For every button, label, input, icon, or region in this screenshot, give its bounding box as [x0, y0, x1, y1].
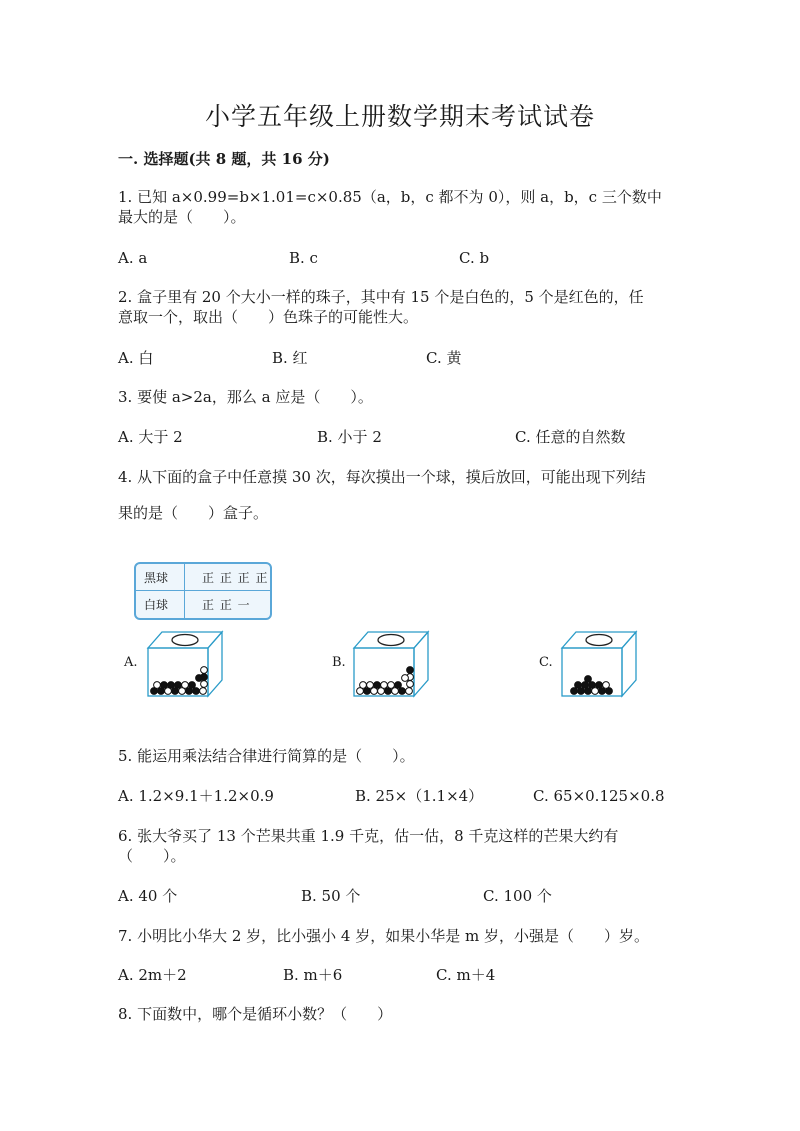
question-text: 最大的是（ ）。 — [118, 208, 246, 226]
question-4 — [118, 467, 688, 523]
option-b: B. m＋6 — [283, 966, 343, 984]
black-ball-tally: 正 正 正 正 — [202, 571, 269, 585]
option-a: A. 大于 2 — [118, 428, 183, 446]
option-a: A. 1.2×9.1＋1.2×0.9 — [118, 787, 274, 805]
option-b: B. 50 个 — [301, 887, 361, 905]
question-text: 4. 从下面的盒子中任意摸 30 次，每次摸出一个球，摸后放回，可能出现下列结 — [118, 468, 646, 486]
white-ball-label: 白球 — [144, 598, 169, 612]
option-a: A. 40 个 — [118, 887, 178, 905]
box-label-c: C. — [539, 655, 553, 670]
ball-box-a — [144, 628, 224, 700]
tally-row-black — [136, 564, 270, 591]
question-text: 3. 要使 a>2a，那么 a 应是（ ）。 — [118, 388, 373, 406]
option-b: B. 红 — [272, 349, 308, 367]
tally-table — [134, 562, 272, 620]
black-ball-label: 黑球 — [144, 571, 169, 585]
option-c: C. 65×0.125×0.8 — [533, 787, 665, 805]
question-text: 7. 小明比小华大 2 岁，比小强小 4 岁，如果小华是 m 岁，小强是（ ）岁。 — [118, 927, 650, 945]
option-c: C. 100 个 — [483, 887, 552, 905]
question-text: 果的是（ ）盒子。 — [118, 504, 269, 522]
question-7 — [118, 926, 688, 946]
question-text: 意取一个，取出（ ）色珠子的可能性大。 — [118, 308, 419, 326]
white-ball-tally: 正 正 一 — [202, 598, 251, 612]
option-a: A. a — [118, 249, 148, 267]
option-c: C. 任意的自然数 — [515, 428, 626, 446]
ball-box-c — [558, 628, 638, 700]
ball-box-b — [350, 628, 430, 700]
question-1 — [118, 187, 688, 227]
question-text: 6. 张大爷买了 13 个芒果共重 1.9 千克，估一估，8 千克这样的芒果大约有 — [118, 827, 619, 845]
option-c: C. m＋4 — [436, 966, 496, 984]
question-2 — [118, 287, 688, 327]
option-b: B. 小于 2 — [317, 428, 382, 446]
question-text: 5. 能运用乘法结合律进行简算的是（ ）。 — [118, 747, 415, 765]
exam-title: 小学五年级上册数学期末考试试卷 — [204, 102, 595, 131]
section-heading: 一. 选择题(共 8 题，共 16 分) — [118, 150, 330, 168]
question-text: （ ）。 — [118, 847, 186, 865]
question-text: 1. 已知 a×0.99=b×1.01=c×0.85（a，b，c 都不为 0），则 a，b，c 三个数中 — [118, 188, 662, 206]
box-label-b: B. — [332, 655, 346, 670]
option-b: B. 25×（1.1×4） — [355, 787, 484, 805]
box-label-a: A. — [124, 655, 138, 670]
tally-row-white — [136, 591, 270, 617]
question-8 — [118, 1004, 688, 1024]
question-text: 2. 盒子里有 20 个大小一样的珠子，其中有 15 个是白色的，5 个是红色的，任 — [118, 288, 644, 306]
option-a: A. 2m＋2 — [118, 966, 187, 984]
option-c: C. b — [459, 249, 490, 267]
option-a: A. 白 — [118, 349, 154, 367]
option-c: C. 黄 — [426, 349, 462, 367]
question-6 — [118, 826, 688, 866]
question-5 — [118, 746, 688, 766]
question-text: 8. 下面数中，哪个是循环小数？（ ） — [118, 1005, 393, 1023]
option-b: B. c — [289, 249, 318, 267]
question-3 — [118, 387, 688, 407]
